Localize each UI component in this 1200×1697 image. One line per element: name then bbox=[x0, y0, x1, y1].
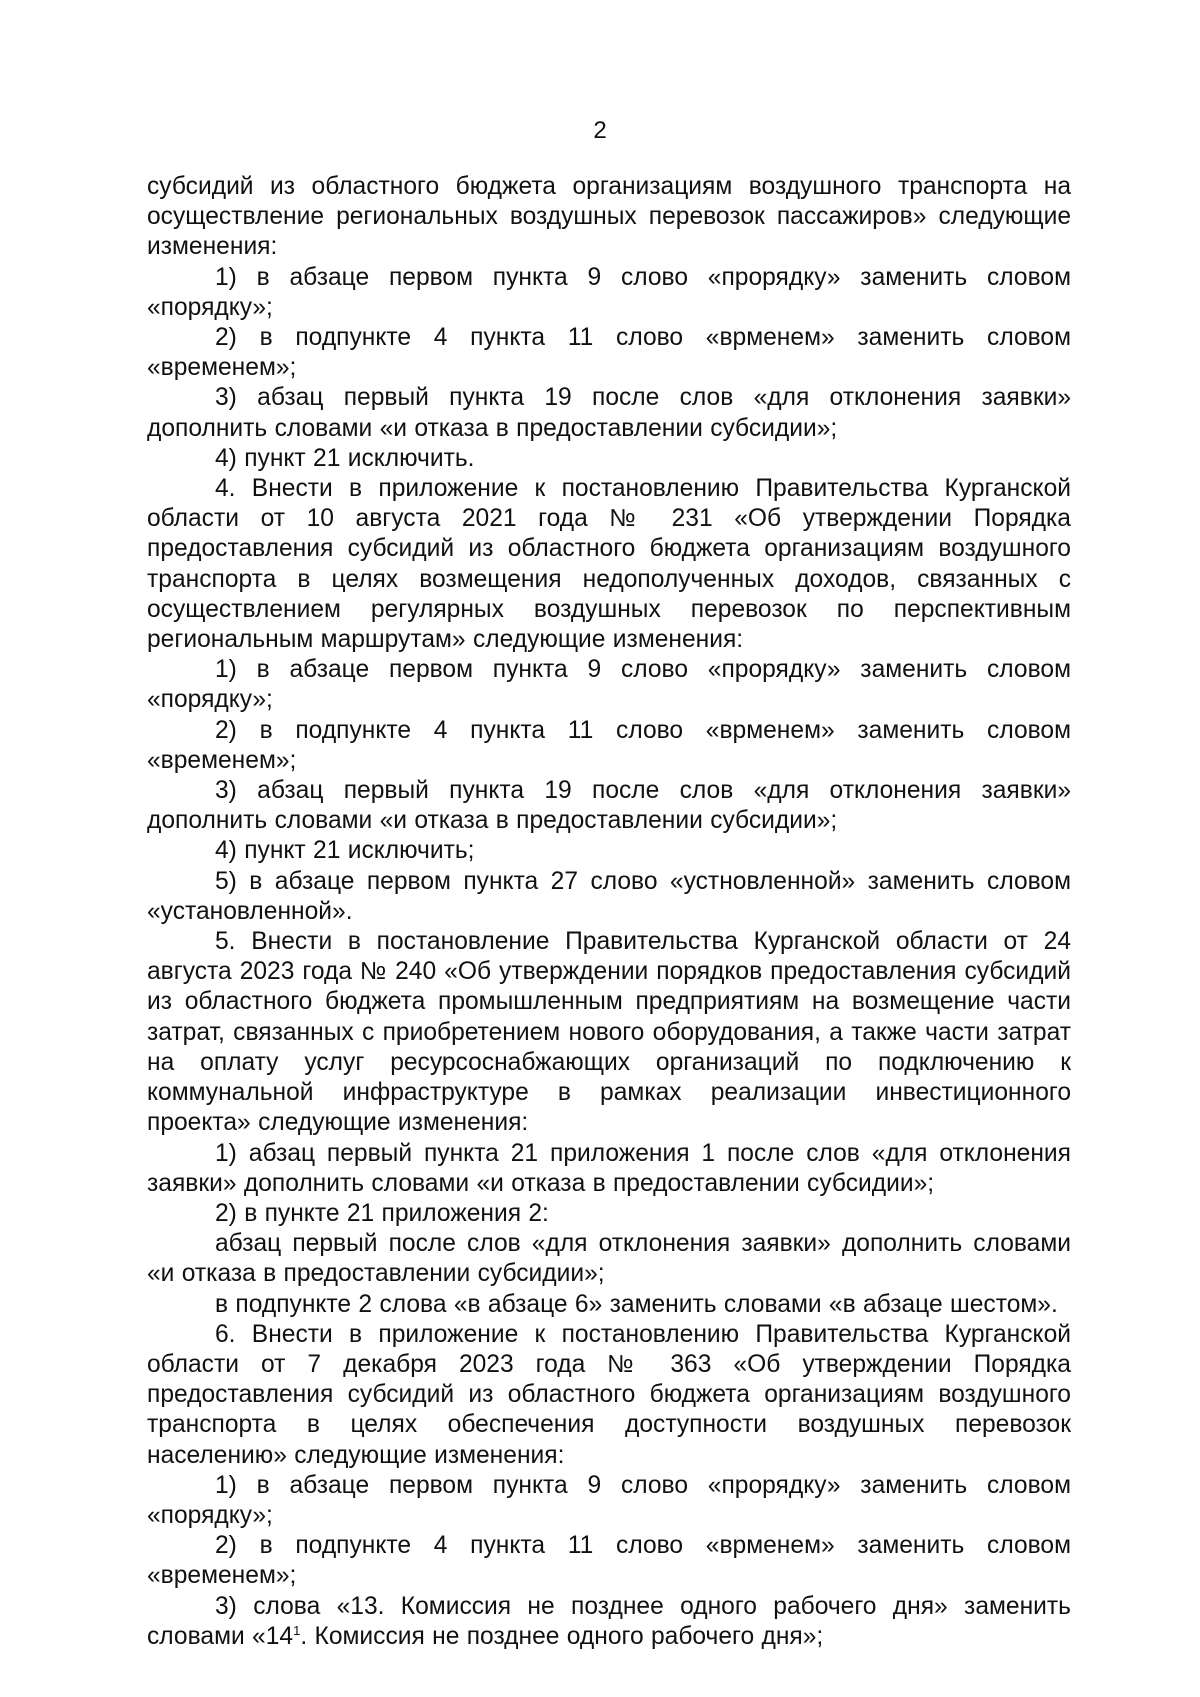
paragraph: 1) в абзаце первом пункта 9 слово «прорядку» заменить словом «порядку»; bbox=[147, 1471, 1071, 1529]
paragraph: 4) пункт 21 исключить. bbox=[215, 444, 475, 472]
paragraph: 2) в подпункте 4 пункта 11 слово «врменем» заменить словом «временем»; bbox=[147, 324, 1071, 382]
paragraph: 4) пункт 21 исключить; bbox=[215, 837, 475, 865]
paragraph: в подпункте 2 слова «в абзаце 6» заменить словами «в абзаце шестом». bbox=[215, 1290, 1058, 1318]
paragraph: 1) в абзаце первом пункта 9 слово «прорядку» заменить словом «порядку»; bbox=[147, 656, 1071, 714]
paragraph: 2) в подпункте 4 пункта 11 слово «врменем» заменить словом «временем»; bbox=[147, 1532, 1071, 1590]
paragraph-last bbox=[147, 1592, 1071, 1652]
paragraph: 3) абзац первый пункта 19 после слов «для отклонения заявки» дополнить словами «и отказа в предоставлении субсидии»; bbox=[147, 777, 1071, 835]
document-body bbox=[147, 172, 1071, 1652]
paragraph-text: 3) слова «13. Комиссия не позднее одного рабочего дня» заменить словами «14 bbox=[147, 1592, 1071, 1650]
paragraph: абзац первый после слов «для отклонения заявки» дополнить словами «и отказа в предоставлении субсидии»; bbox=[147, 1230, 1071, 1288]
paragraph: 5. Внести в постановление Правительства Курганской области от 24 августа 2023 года № 240 «Об утверждении порядков предоставления субсидий из областного бюджета промышленным предприятиям на возмещение части затрат, связанных с приобретением нового оборудования, а также части затрат на оплату услуг ресурсоснабжающих организаций по подключению к коммунальной инфраструктуре в рамках реализации инвестиционного проекта» следующие изменения: bbox=[147, 928, 1071, 1137]
paragraph: 5) в абзаце первом пункта 27 слово «устновленной» заменить словом «установленной». bbox=[147, 867, 1071, 925]
page-number: 2 bbox=[593, 117, 607, 144]
paragraph: 4. Внести в приложение к постановлению Правительства Курганской области от 10 августа 2021 года № 231 «Об утверждении Порядка предоставления субсидий из областного бюджета организациям воздушного транспорта в целях возмещения недополученных доходов, связанных с осуществлением регулярных воздушных перевозок по перспективным региональным маршрутам» следующие изменения: bbox=[147, 475, 1071, 654]
paragraph: 3) абзац первый пункта 19 после слов «для отклонения заявки» дополнить словами «и отказа в предоставлении субсидии»; bbox=[147, 384, 1071, 442]
paragraph: 6. Внести в приложение к постановлению Правительства Курганской области от 7 декабря 2023 года № 363 «Об утверждении Порядка предоставления субсидий из областного бюджета организациям воздушного транспорта в целях обеспечения доступности воздушных перевозок населению» следующие изменения: bbox=[147, 1320, 1071, 1469]
paragraph-text: . Комиссия не позднее одного рабочего дня»; bbox=[300, 1622, 824, 1650]
paragraph: субсидий из областного бюджета организациям воздушного транспорта на осуществление региональных воздушных перевозок пассажиров» следующие изменения: bbox=[147, 173, 1071, 261]
paragraph: 2) в подпункте 4 пункта 11 слово «врменем» заменить словом «временем»; bbox=[147, 716, 1071, 774]
paragraph: 2) в пункте 21 приложения 2: bbox=[215, 1199, 549, 1227]
superscript: 1 bbox=[293, 1622, 301, 1638]
paragraph: 1) в абзаце первом пункта 9 слово «прорядку» заменить словом «порядку»; bbox=[147, 263, 1071, 321]
paragraph: 1) абзац первый пункта 21 приложения 1 после слов «для отклонения заявки» дополнить словами «и отказа в предоставлении субсидии»; bbox=[147, 1139, 1071, 1197]
